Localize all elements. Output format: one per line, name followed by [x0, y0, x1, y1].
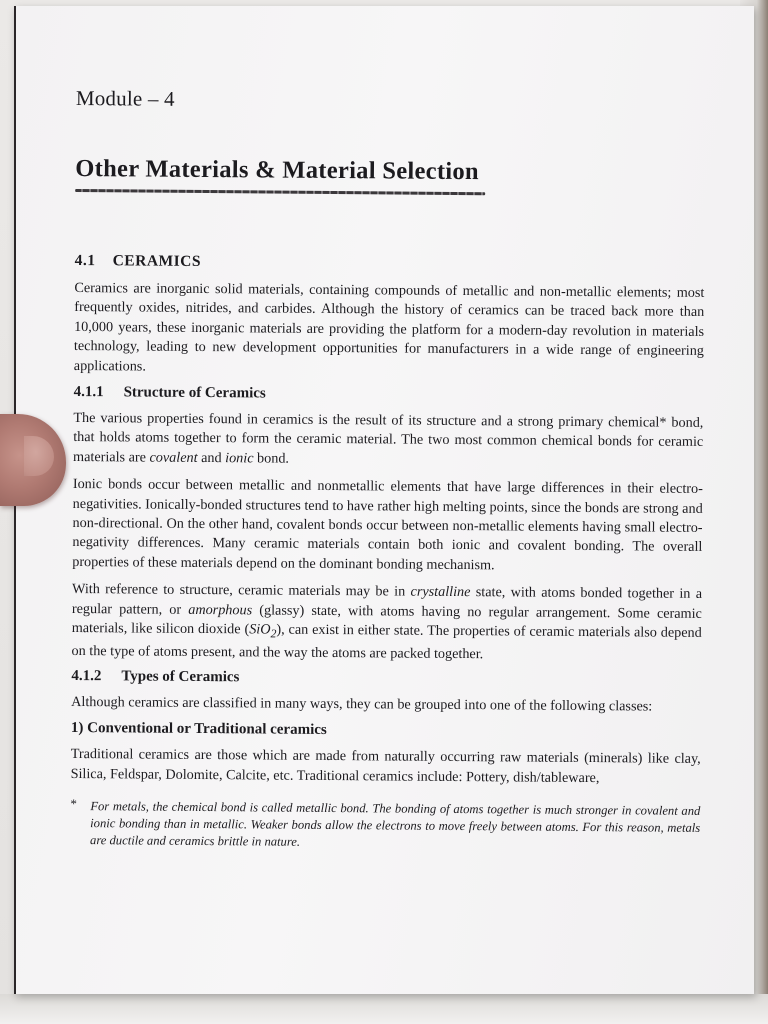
section-number: 4.1 [74, 251, 96, 270]
book-page [14, 6, 754, 994]
structure-paragraph-2: Ionic bonds occur between metallic and nonmetallic elements that have large differences in their electro-negativities. Ionically-bonded structures tend to have rather high melting points, since the bonds are strong and non-directional. On the other hand, covalent bonds occur between non-metallic elements having small electro-negativity differences. Many ceramic materials contain both ionic and covalent bonding. The overall properties of these materials depend on the dominant bonding mechanism. [72, 476, 703, 574]
traditional-ceramics-heading: 1) Conventional or Traditional ceramics [70, 720, 327, 739]
text-span: bond. [253, 450, 290, 467]
footnote-text: For metals, the chemical bond is called metallic bond. The bonding of atoms together is much stronger in covalent and ionic bonding than in metallic. Weaker bonds allow the electrons to move freely between atoms. For this reason, metals are ductile and ceramics brittle in nature. [90, 799, 701, 849]
text-span: and [197, 449, 226, 467]
ceramics-paragraph: Ceramics are inorganic solid materials, containing compounds of metallic and non-metallic elements; most frequently oxides, nitrides, and carbides. Although the history of ceramics can be traced back more than 10,000 years, these inorganic materials are providing the platform for a modern-day revolution in materials technology, leading to new development opportunities for manufacturers in a wide range of engineering applications. [73, 279, 705, 375]
subsection-number: 4.1.1 [73, 384, 104, 401]
formula-base: SiO [249, 621, 271, 638]
term-crystalline: crystalline [410, 583, 471, 601]
text-span: (glassy) state, with atoms having no regular arrangement. Some ceramic materials, like silicon dioxide ( [71, 602, 702, 638]
term-ionic: ionic [225, 450, 254, 467]
title-underline [75, 189, 485, 195]
formula-sio2 [249, 621, 277, 641]
structure-paragraph-3 [71, 580, 702, 666]
fingernail [24, 436, 54, 476]
section-heading-ceramics [75, 252, 705, 275]
subsection-heading-types [71, 668, 701, 690]
text-span: The various properties found in ceramics is the result of its structure and a strong primary chemical* bond, that holds atoms together to form the ceramic material. The two most common chemical bonds for ceramic materials are [73, 410, 704, 466]
structure-paragraph-1 [73, 409, 703, 472]
formula-subscript: 2 [270, 626, 277, 641]
term-covalent: covalent [149, 449, 198, 466]
footnote-mark: * [70, 795, 77, 811]
subsection-title: Types of Ceramics [121, 668, 240, 686]
subsection-title: Structure of Ceramics [123, 384, 266, 402]
chapter-title: Other Materials & Material Selection [75, 154, 480, 186]
module-label: Module – 4 [75, 86, 175, 111]
subsection-number: 4.1.2 [71, 667, 102, 684]
text-span: ), can exist in either state. The properties of ceramic materials also depend on the type of atoms present, and the way the atoms are packed together. [71, 621, 702, 663]
text-span: state, with atoms bonded together in a regular pattern, or [71, 584, 703, 618]
section-title: CERAMICS [112, 252, 202, 270]
types-intro-paragraph: Although ceramics are classified in many ways, they can be grouped into one of the following classes: [71, 693, 653, 715]
footnote [70, 795, 701, 854]
term-amorphous: amorphous [188, 601, 253, 619]
page-bottom-shadow [0, 994, 768, 1024]
page-content [70, 86, 706, 854]
traditional-ceramics-paragraph: Traditional ceramics are those which are made from naturally occurring raw materials (minerals) like clay, Silica, Feldspar, Dolomite, Calcite, etc. Traditional ceramics include: Pottery, dish/tableware, [70, 746, 701, 786]
subsection-heading-structure [74, 384, 704, 406]
text-span: With reference to structure, ceramic materials may be in [71, 581, 411, 600]
